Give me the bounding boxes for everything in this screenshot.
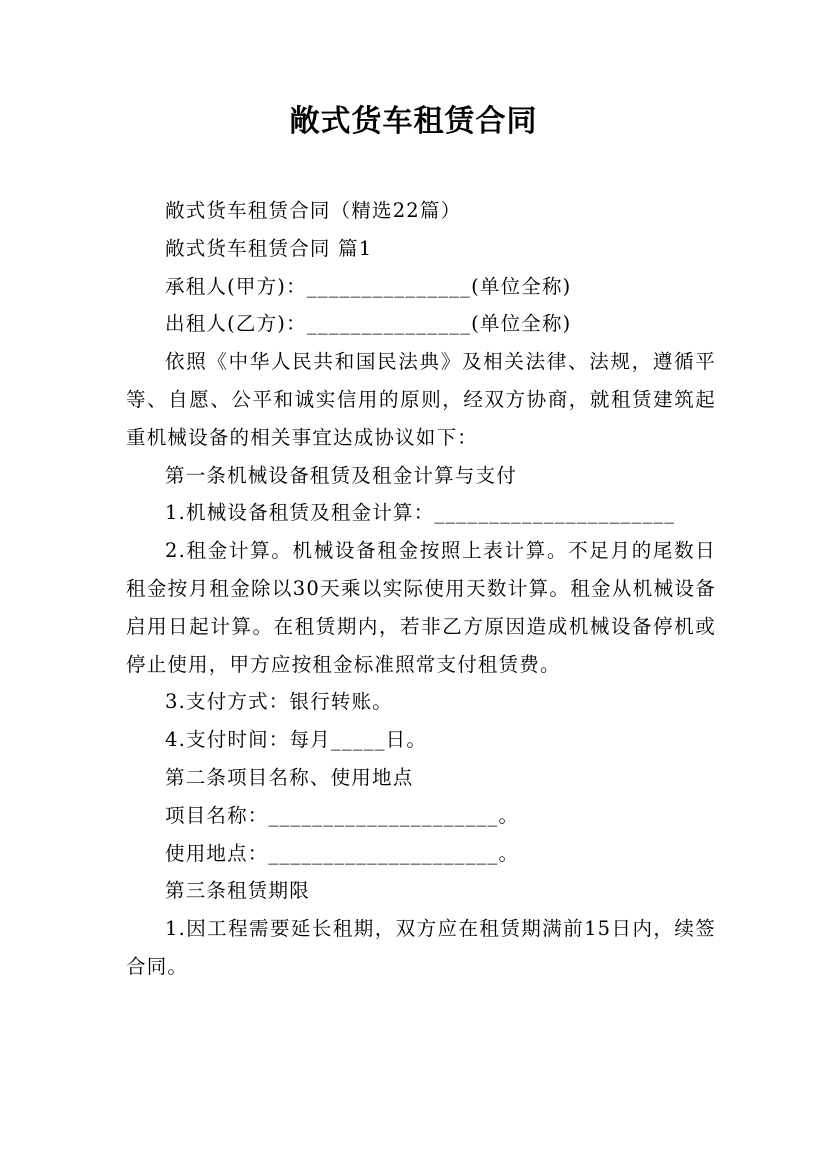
document-title: 敞式货车租赁合同 <box>289 104 538 139</box>
article-1-item-3: 3.支付方式：银行转账。 <box>165 690 394 714</box>
article-3-heading: 第三条租赁期限 <box>165 879 310 903</box>
preamble-paragraph: 依照《中华人民共和国民法典》及相关法律、法规，遵循平等、自愿、公平和诚实信用的原则，经双方协商，就租赁建筑起重机械设备的相关事宜达成协议如下： <box>126 350 716 449</box>
article-1-item-1: 1.机械设备租赁及租金计算：______________________ <box>165 501 676 525</box>
article-1-item-4: 4.支付时间：每月_____日。 <box>165 728 428 752</box>
section-heading-part-1: 敞式货车租赁合同 篇1 <box>165 236 373 260</box>
lessor-line: 出租人(乙方)：_______________(单位全称) <box>165 312 572 336</box>
lessee-line: 承租人(甲方)：_______________(单位全称) <box>165 274 572 298</box>
subtitle-line: 敞式货车租赁合同（精选22篇） <box>165 199 462 222</box>
article-1-heading: 第一条机械设备租赁及租金计算与支付 <box>165 463 517 487</box>
usage-location-line: 使用地点：_____________________。 <box>165 841 520 865</box>
article-1-item-2: 2.租金计算。机械设备租金按照上表计算。不足月的尾数日租金按月租金除以30天乘以实际使用天数计算。租金从机械设备启用日起计算。在租赁期内，若非乙方原因造成机械设备停机或停止使用，甲方应按租金标准照常支付租赁费。 <box>126 539 716 676</box>
project-name-line: 项目名称：_____________________。 <box>165 803 520 827</box>
article-2-heading: 第二条项目名称、使用地点 <box>165 765 414 789</box>
article-3-item-1: 1.因工程需要延长租期，双方应在租赁期满前15日内，续签合同。 <box>126 917 716 978</box>
document-body <box>126 192 716 986</box>
